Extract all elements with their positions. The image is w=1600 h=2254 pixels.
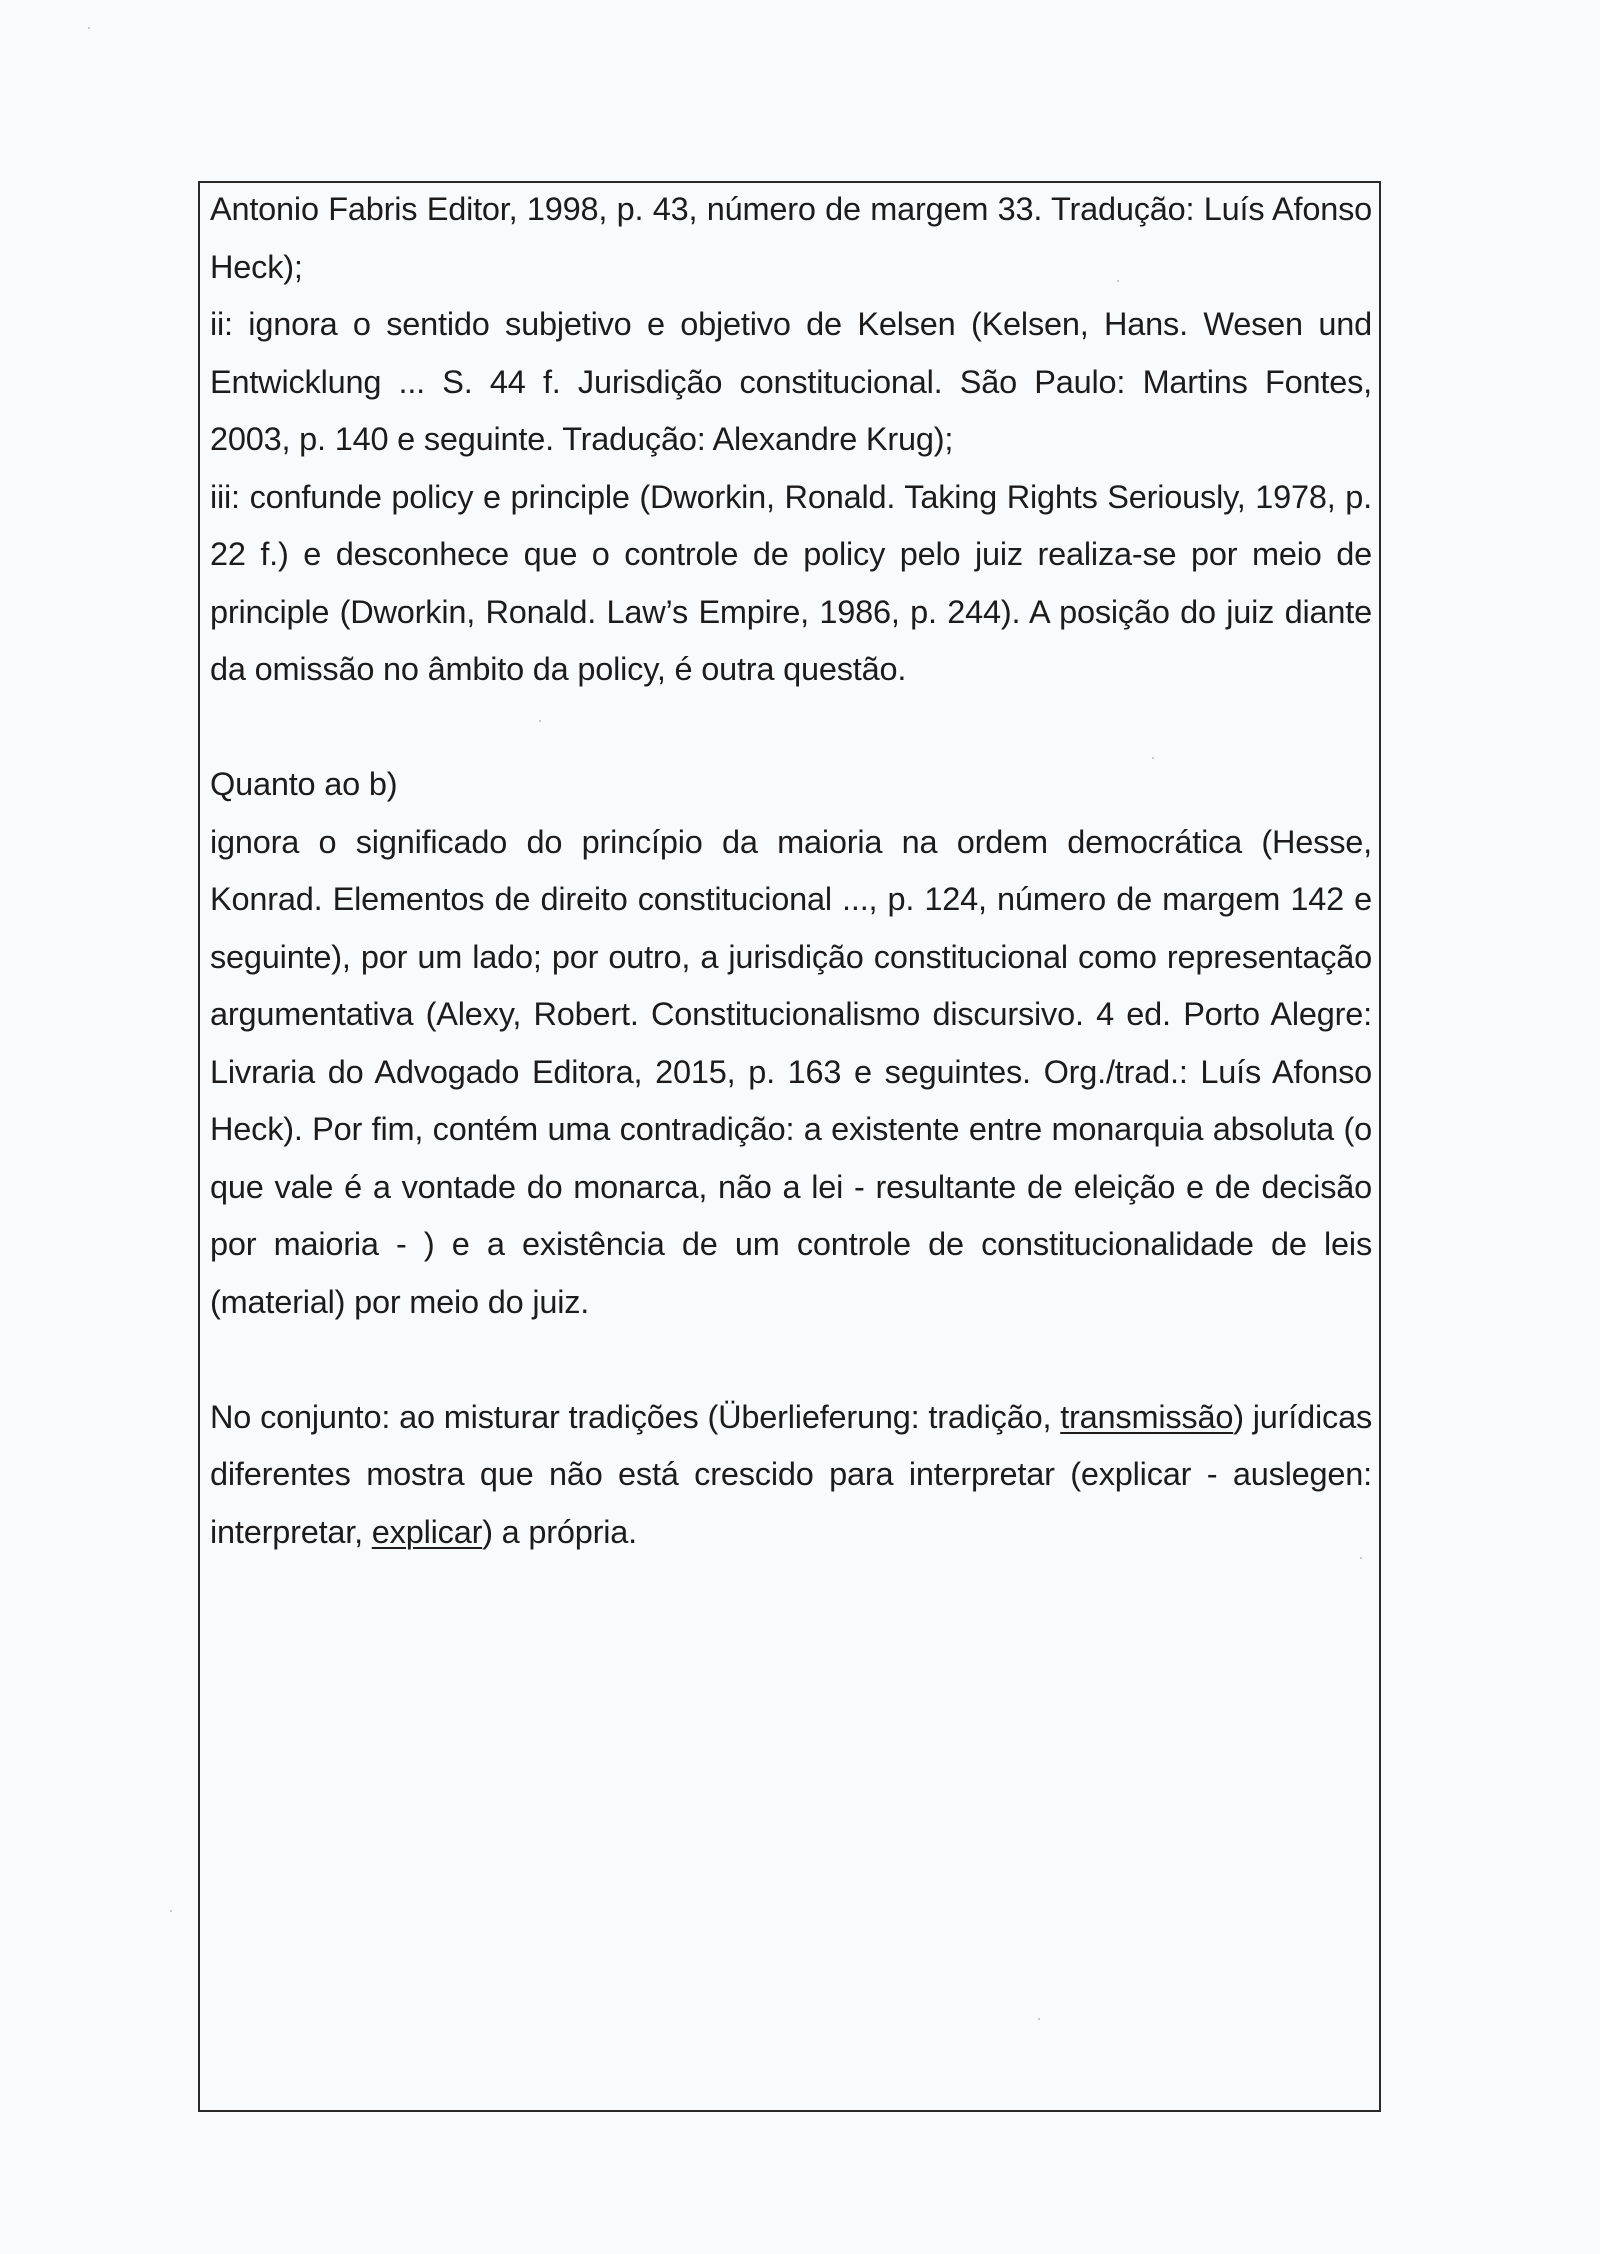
conclusion-text-2: ) jurídicas diferentes mostra que não está crescido para interpretar (explicar - auslegen: interpretar, [210, 1398, 1372, 1550]
document-body [210, 181, 1372, 1561]
paragraph-conclusion [210, 1389, 1372, 1562]
paragraph-citation-continued: Antonio Fabris Editor, 1998, p. 43, número de margem 33. Tradução: Luís Afonso Heck); [210, 191, 1372, 285]
scan-speck [539, 720, 541, 722]
scan-speck [88, 27, 90, 29]
scan-speck [1360, 1557, 1362, 1559]
paragraph-heading-b: Quanto ao b) [210, 766, 398, 802]
paragraph-item-ii: ii: ignora o sentido subjetivo e objetivo de Kelsen (Kelsen, Hans. Wesen und Entwicklung ... S. 44 f. Jurisdição constitucional. São Paulo: Martins Fontes, 2003, p. 140 e seguinte. Tradução: Alexandre Krug); [210, 306, 1372, 457]
paragraph-gap [210, 1331, 1372, 1389]
underlined-term-explicar: explicar [371, 1513, 483, 1550]
conclusion-text-1: No conjunto: ao misturar tradições (Überlieferung: tradição, [210, 1398, 1061, 1435]
scan-speck [1152, 757, 1154, 759]
scan-speck [1038, 2018, 1040, 2020]
scan-speck [1117, 280, 1119, 282]
paragraph-item-b: ignora o significado do princípio da maioria na ordem democrática (Hesse, Konrad. Elementos de direito constitucional ..., p. 124, número de margem 142 e seguinte), por um lado; por outro, a jurisdição constitucional como representação argumentativa (Alexy, Robert. Constitucionalismo discursivo. 4 ed. Porto Alegre: Livraria do Advogado Editora, 2015, p. 163 e seguintes. Org./trad.: Luís Afonso Heck). Por fim, contém uma contradição: a existente entre monarquia absoluta (o que vale é a vontade do monarca, não a lei - resultante de eleição e de decisão por maioria - ) e a existência de um controle de constitucionalidade de leis (material) por meio do juiz. [210, 823, 1372, 1320]
underlined-term-transmissao: transmissão [1060, 1398, 1234, 1435]
paragraph-item-iii: iii: confunde policy e principle (Dworkin, Ronald. Taking Rights Seriously, 1978, p. 22 f.) e desconhece que o controle de policy pelo juiz realiza-se por meio de principle (Dworkin, Ronald. Law’s Empire, 1986, p. 244). A posição do juiz diante da omissão no âmbito da policy, é outra questão. [210, 478, 1372, 687]
scan-speck [170, 1910, 172, 1912]
conclusion-text-3: ) a própria. [482, 1513, 637, 1550]
paragraph-gap [210, 699, 1372, 757]
